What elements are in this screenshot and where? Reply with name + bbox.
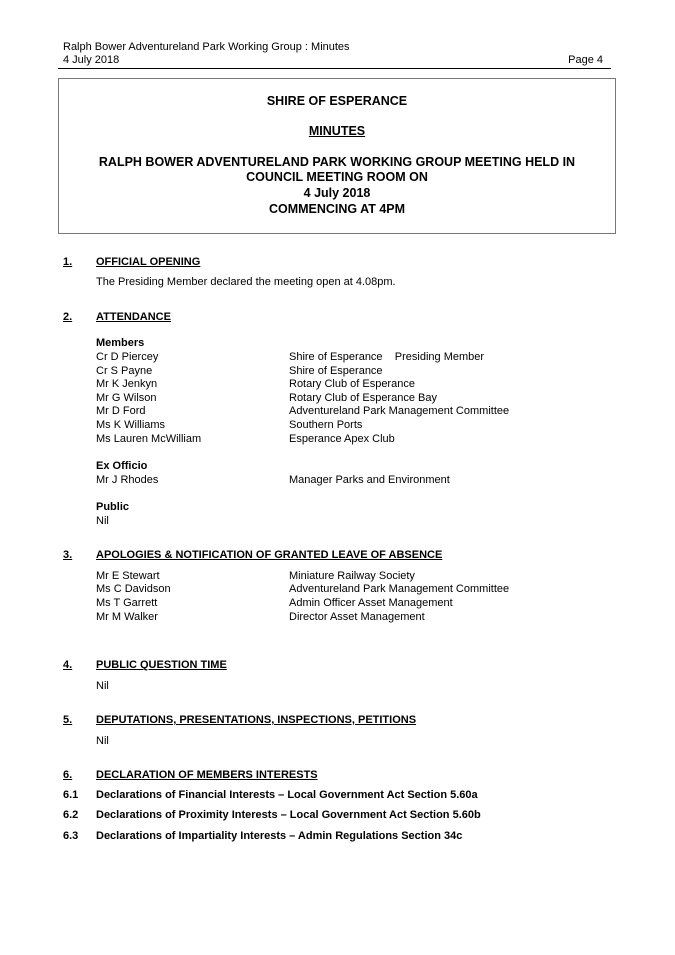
organisation-title: SHIRE OF ESPERANCE	[266, 94, 408, 108]
subsection-number: 6.1	[63, 789, 79, 801]
section-heading-apologies: APOLOGIES & NOTIFICATION OF GRANTED LEAVE OF ABSENCE	[96, 549, 443, 561]
public-attendance: Nil	[96, 515, 109, 527]
apology-organisation: Adventureland Park Management Committee	[289, 583, 510, 595]
subsection-proximity-interests: Declarations of Proximity Interests – Local Government Act Section 5.60b	[96, 809, 481, 821]
member-name: Ms K Williams	[96, 419, 166, 431]
section-number: 4.	[63, 659, 73, 671]
section-heading-public-question-time: PUBLIC QUESTION TIME	[96, 659, 227, 671]
section-heading-attendance: ATTENDANCE	[96, 311, 171, 323]
subsection-impartiality-interests: Declarations of Impartiality Interests – Admin Regulations Section 34c	[96, 830, 463, 842]
apology-organisation: Miniature Railway Society	[289, 570, 415, 582]
ex-officio-label: Ex Officio	[96, 460, 148, 472]
meeting-title-line1: RALPH BOWER ADVENTURELAND PARK WORKING GROUP MEETING HELD IN	[98, 155, 576, 169]
members-label: Members	[96, 337, 145, 349]
section-heading-declaration-of-interests: DECLARATION OF MEMBERS INTERESTS	[96, 769, 318, 781]
deputations-text: Nil	[96, 735, 109, 747]
apology-name: Ms T Garrett	[96, 597, 158, 609]
section-number: 5.	[63, 714, 73, 726]
member-organisation: Rotary Club of Esperance Bay	[289, 392, 437, 404]
section-number: 3.	[63, 549, 73, 561]
apology-name: Ms C Davidson	[96, 583, 171, 595]
header-divider	[58, 68, 611, 69]
member-organisation: Adventureland Park Management Committee	[289, 405, 510, 417]
subsection-number: 6.3	[63, 830, 79, 842]
member-organisation: Shire of Esperance Presiding Member	[289, 351, 485, 363]
member-name: Mr K Jenkyn	[96, 378, 158, 390]
minutes-title: MINUTES	[308, 124, 366, 138]
document-header-date: 4 July 2018	[63, 54, 120, 66]
member-name: Cr S Payne	[96, 365, 153, 377]
title-box	[58, 78, 616, 234]
member-organisation: Esperance Apex Club	[289, 433, 395, 445]
member-name: Cr D Piercey	[96, 351, 159, 363]
meeting-title-line2: COUNCIL MEETING ROOM ON	[246, 170, 428, 184]
subsection-number: 6.2	[63, 809, 79, 821]
public-question-time-text: Nil	[96, 680, 109, 692]
section-number: 6.	[63, 769, 73, 781]
member-organisation: Shire of Esperance	[289, 365, 383, 377]
page-number: Page 4	[568, 54, 603, 66]
member-organisation: Southern Ports	[289, 419, 363, 431]
document-header-title: Ralph Bower Adventureland Park Working Group : Minutes	[63, 41, 350, 53]
section-number: 1.	[63, 256, 73, 268]
ex-officio-role: Manager Parks and Environment	[289, 474, 450, 486]
member-name: Mr D Ford	[96, 405, 146, 417]
member-name: Mr G Wilson	[96, 392, 157, 404]
opening-statement: The Presiding Member declared the meeting open at 4.08pm.	[96, 276, 396, 288]
apology-name: Mr M Walker	[96, 611, 158, 623]
member-organisation: Rotary Club of Esperance	[289, 378, 415, 390]
member-name: Ms Lauren McWilliam	[96, 433, 202, 445]
meeting-date: 4 July 2018	[303, 186, 371, 200]
subsection-financial-interests: Declarations of Financial Interests – Local Government Act Section 5.60a	[96, 789, 478, 801]
section-number: 2.	[63, 311, 73, 323]
apology-organisation: Admin Officer Asset Management	[289, 597, 453, 609]
public-label: Public	[96, 501, 130, 513]
section-heading-deputations: DEPUTATIONS, PRESENTATIONS, INSPECTIONS, PETITIONS	[96, 714, 417, 726]
apology-organisation: Director Asset Management	[289, 611, 425, 623]
section-heading-official-opening: OFFICIAL OPENING	[96, 256, 201, 268]
ex-officio-name: Mr J Rhodes	[96, 474, 159, 486]
meeting-time: COMMENCING AT 4PM	[268, 202, 406, 216]
apology-name: Mr E Stewart	[96, 570, 160, 582]
